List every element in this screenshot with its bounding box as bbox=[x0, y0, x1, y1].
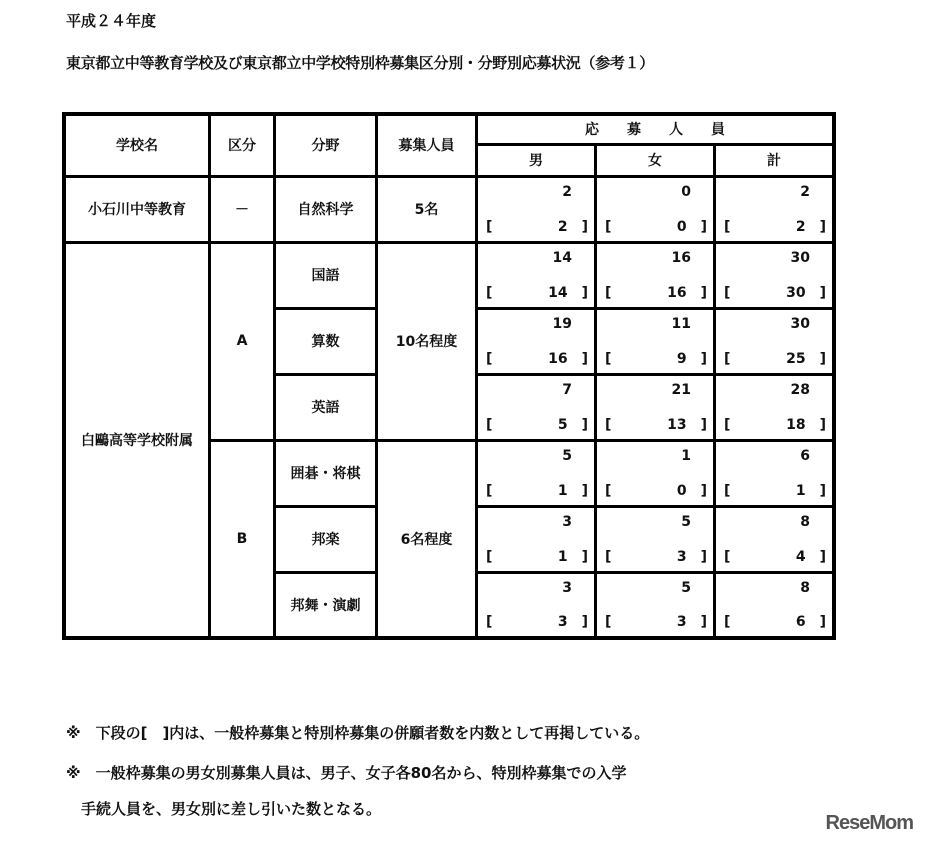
male-cell bbox=[477, 176, 596, 242]
male-cell bbox=[477, 506, 596, 572]
header-category: 区分 bbox=[210, 114, 275, 176]
bracket-close: ] bbox=[700, 614, 707, 630]
female-concurrent-count: 9 bbox=[676, 350, 687, 367]
document-title: 東京都立中等教育学校及び東京都立中学校特別枠募集区分別・分野別応募状況（参考１） bbox=[66, 54, 655, 72]
female-cell bbox=[596, 440, 715, 506]
bracket-close: ] bbox=[819, 350, 826, 367]
female-cell bbox=[596, 506, 715, 572]
male-concurrent-count: 5 bbox=[557, 416, 568, 433]
bracket-close: ] bbox=[581, 482, 588, 499]
male-count: 19 bbox=[552, 315, 572, 332]
male-cell bbox=[477, 440, 596, 506]
bracket-open: [ bbox=[605, 416, 612, 433]
bracket-close: ] bbox=[700, 350, 707, 367]
note-2: ※ 一般枠募集の男女別募集人員は、男子、女子各80名から、特別枠募集での入学 bbox=[66, 764, 627, 782]
total-cell bbox=[715, 308, 835, 374]
male-concurrent bbox=[486, 417, 588, 433]
bracket-open: [ bbox=[486, 416, 493, 433]
school-name: 白鷗高等学校附属 bbox=[64, 242, 210, 638]
bracket-close: ] bbox=[819, 284, 826, 301]
total-count: 2 bbox=[800, 183, 810, 200]
total-concurrent bbox=[724, 285, 826, 301]
total-concurrent bbox=[724, 219, 826, 235]
bracket-close: ] bbox=[819, 416, 826, 433]
female-concurrent bbox=[605, 483, 707, 499]
bracket-open: [ bbox=[605, 218, 612, 235]
header-applicants: 応 募 人 員 bbox=[477, 114, 835, 144]
header-male: 男 bbox=[477, 144, 596, 176]
total-count: 30 bbox=[790, 315, 810, 332]
field: 自然科学 bbox=[275, 176, 377, 242]
male-cell bbox=[477, 308, 596, 374]
bracket-close: ] bbox=[700, 548, 707, 565]
total-count: 8 bbox=[800, 513, 810, 530]
bracket-open: [ bbox=[486, 350, 493, 367]
bracket-open: [ bbox=[605, 548, 612, 565]
male-count: 2 bbox=[562, 183, 572, 200]
bracket-open: [ bbox=[605, 614, 612, 630]
bracket-close: ] bbox=[700, 482, 707, 499]
male-concurrent bbox=[486, 549, 588, 565]
female-concurrent-count: 0 bbox=[676, 482, 687, 499]
total-concurrent-count: 30 bbox=[786, 284, 806, 301]
total-count: 30 bbox=[790, 249, 810, 266]
bracket-close: ] bbox=[700, 284, 707, 301]
total-concurrent-count: 2 bbox=[795, 218, 806, 235]
bracket-open: [ bbox=[724, 416, 731, 433]
bracket-close: ] bbox=[581, 284, 588, 301]
male-cell bbox=[477, 374, 596, 440]
total-concurrent-count: 6 bbox=[795, 614, 806, 630]
male-concurrent-count: 14 bbox=[548, 284, 568, 301]
quota: 10名程度 bbox=[377, 242, 477, 440]
note-3: 手続人員を、男女別に差し引いた数となる。 bbox=[66, 800, 382, 818]
male-count: 5 bbox=[562, 447, 572, 464]
total-cell bbox=[715, 572, 835, 638]
female-concurrent bbox=[605, 351, 707, 367]
bracket-close: ] bbox=[819, 218, 826, 235]
total-cell bbox=[715, 440, 835, 506]
field: 邦舞・演劇 bbox=[275, 572, 377, 638]
bracket-open: [ bbox=[486, 548, 493, 565]
female-concurrent-count: 0 bbox=[676, 218, 687, 235]
female-cell bbox=[596, 308, 715, 374]
male-concurrent bbox=[486, 483, 588, 499]
male-concurrent bbox=[486, 351, 588, 367]
bracket-open: [ bbox=[724, 350, 731, 367]
bracket-close: ] bbox=[581, 350, 588, 367]
bracket-open: [ bbox=[605, 350, 612, 367]
total-count: 28 bbox=[790, 381, 810, 398]
header-total: 計 bbox=[715, 144, 835, 176]
bracket-close: ] bbox=[581, 548, 588, 565]
female-count: 5 bbox=[681, 579, 691, 596]
header-school: 学校名 bbox=[64, 114, 210, 176]
total-concurrent bbox=[724, 351, 826, 367]
female-cell bbox=[596, 374, 715, 440]
female-concurrent-count: 13 bbox=[667, 416, 687, 433]
field: 囲碁・将棋 bbox=[275, 440, 377, 506]
bracket-open: [ bbox=[724, 482, 731, 499]
female-concurrent bbox=[605, 219, 707, 235]
total-concurrent bbox=[724, 483, 826, 499]
bracket-open: [ bbox=[724, 218, 731, 235]
school-name: 小石川中等教育 bbox=[64, 176, 210, 242]
female-concurrent bbox=[605, 549, 707, 565]
bracket-open: [ bbox=[605, 284, 612, 301]
male-concurrent-count: 1 bbox=[557, 548, 568, 565]
female-count: 21 bbox=[671, 381, 691, 398]
total-concurrent-count: 4 bbox=[795, 548, 806, 565]
total-concurrent-count: 25 bbox=[786, 350, 806, 367]
female-concurrent bbox=[605, 285, 707, 301]
male-concurrent-count: 2 bbox=[557, 218, 568, 235]
bracket-open: [ bbox=[605, 482, 612, 499]
male-concurrent-count: 16 bbox=[548, 350, 568, 367]
female-cell bbox=[596, 176, 715, 242]
bracket-open: [ bbox=[724, 614, 731, 630]
bracket-close: ] bbox=[819, 614, 826, 630]
female-concurrent-count: 3 bbox=[676, 548, 687, 565]
female-count: 0 bbox=[681, 183, 691, 200]
bracket-close: ] bbox=[581, 416, 588, 433]
resemom-logo: ReseMom bbox=[825, 812, 913, 834]
quota: 5名 bbox=[377, 176, 477, 242]
total-concurrent bbox=[724, 614, 826, 630]
female-concurrent bbox=[605, 417, 707, 433]
female-cell bbox=[596, 572, 715, 638]
header-quota: 募集人員 bbox=[377, 114, 477, 176]
total-cell bbox=[715, 242, 835, 308]
male-concurrent-count: 1 bbox=[557, 482, 568, 499]
female-count: 11 bbox=[671, 315, 691, 332]
bracket-close: ] bbox=[581, 614, 588, 630]
field: 国語 bbox=[275, 242, 377, 308]
female-count: 1 bbox=[681, 447, 691, 464]
field: 邦楽 bbox=[275, 506, 377, 572]
female-concurrent bbox=[605, 614, 707, 630]
bracket-open: [ bbox=[724, 284, 731, 301]
total-count: 6 bbox=[800, 447, 810, 464]
female-cell bbox=[596, 242, 715, 308]
female-count: 5 bbox=[681, 513, 691, 530]
bracket-open: [ bbox=[486, 284, 493, 301]
female-count: 16 bbox=[671, 249, 691, 266]
year-title: 平成２４年度 bbox=[66, 12, 157, 30]
male-cell bbox=[477, 572, 596, 638]
male-concurrent-count: 3 bbox=[557, 614, 568, 630]
male-count: 7 bbox=[562, 381, 572, 398]
total-cell bbox=[715, 506, 835, 572]
category: A bbox=[210, 242, 275, 440]
header-female: 女 bbox=[596, 144, 715, 176]
category: B bbox=[210, 440, 275, 638]
header-field: 分野 bbox=[275, 114, 377, 176]
total-concurrent bbox=[724, 417, 826, 433]
table-row bbox=[64, 242, 834, 308]
table-row bbox=[64, 176, 834, 242]
bracket-open: [ bbox=[486, 482, 493, 499]
applicants-table bbox=[62, 112, 836, 640]
male-concurrent bbox=[486, 614, 588, 630]
field: 英語 bbox=[275, 374, 377, 440]
male-count: 3 bbox=[562, 513, 572, 530]
bracket-close: ] bbox=[819, 482, 826, 499]
male-count: 14 bbox=[552, 249, 572, 266]
bracket-close: ] bbox=[700, 416, 707, 433]
female-concurrent-count: 16 bbox=[667, 284, 687, 301]
bracket-close: ] bbox=[581, 218, 588, 235]
bracket-open: [ bbox=[724, 548, 731, 565]
bracket-close: ] bbox=[819, 548, 826, 565]
total-cell bbox=[715, 176, 835, 242]
total-count: 8 bbox=[800, 579, 810, 596]
male-cell bbox=[477, 242, 596, 308]
category: － bbox=[210, 176, 275, 242]
male-concurrent bbox=[486, 219, 588, 235]
bracket-open: [ bbox=[486, 614, 493, 630]
male-count: 3 bbox=[562, 579, 572, 596]
total-concurrent-count: 18 bbox=[786, 416, 806, 433]
note-1: ※ 下段の[ ]内は、一般枠募集と特別枠募集の併願者数を内数として再掲している。 bbox=[66, 724, 650, 742]
male-concurrent bbox=[486, 285, 588, 301]
bracket-open: [ bbox=[486, 218, 493, 235]
female-concurrent-count: 3 bbox=[676, 614, 687, 630]
total-cell bbox=[715, 374, 835, 440]
quota: 6名程度 bbox=[377, 440, 477, 638]
total-concurrent-count: 1 bbox=[795, 482, 806, 499]
field: 算数 bbox=[275, 308, 377, 374]
total-concurrent bbox=[724, 549, 826, 565]
bracket-close: ] bbox=[700, 218, 707, 235]
